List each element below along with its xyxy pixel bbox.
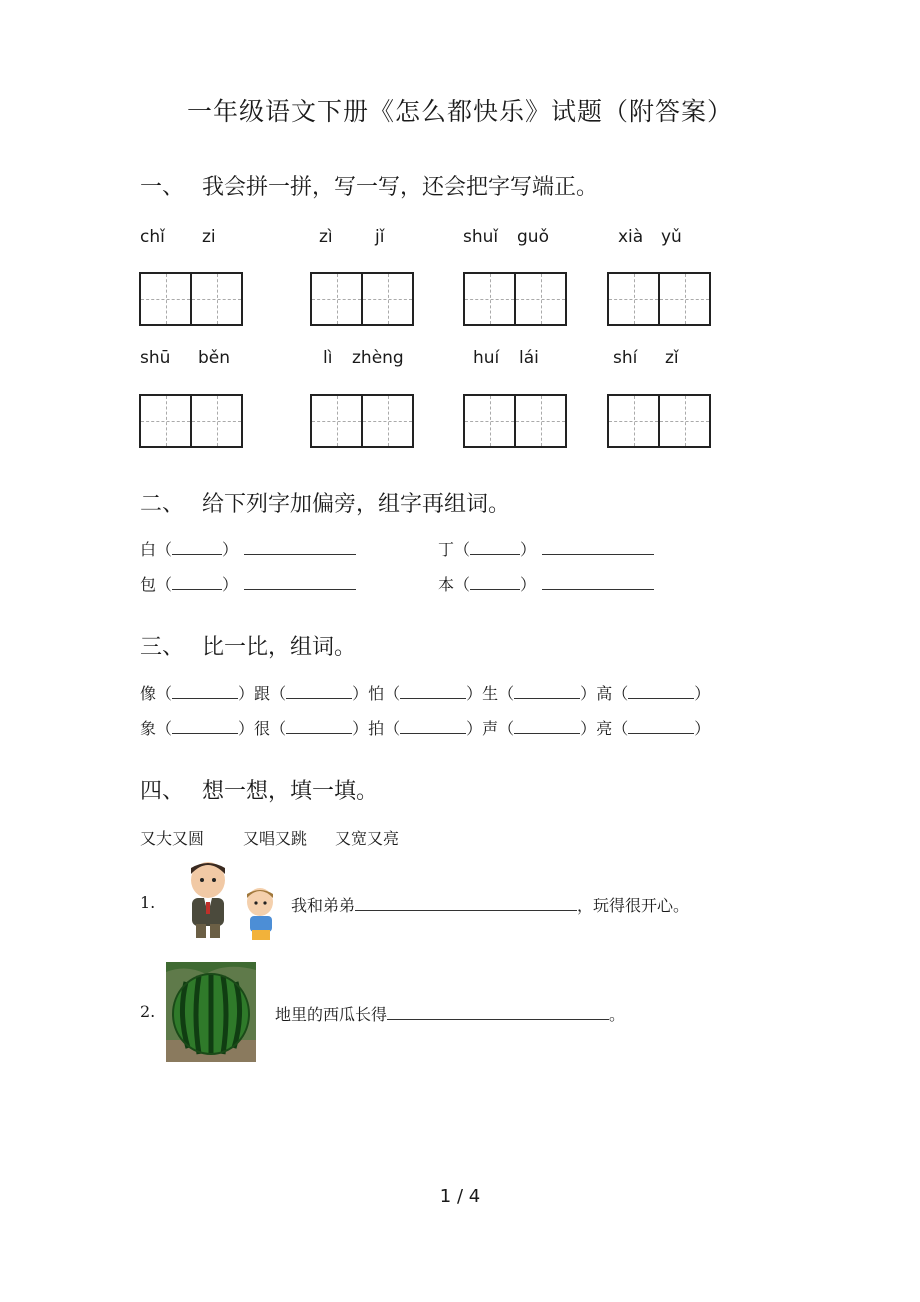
answer-blank[interactable] [355,896,577,911]
radical-item: 丁（ ） [438,537,654,560]
answer-blank[interactable] [172,575,222,590]
base-character: 丁 [438,540,455,559]
section-3-heading [140,630,356,661]
answer-blank[interactable] [470,540,520,555]
answer-blank[interactable] [244,540,356,555]
section-4-heading [140,774,378,805]
section-text: 我会拼一拼，写一写，还会把字写端正。 [202,175,599,200]
pinyin-label: guǒ [517,227,549,247]
pinyin-label: huí [473,348,500,368]
answer-blank[interactable] [470,575,520,590]
compare-item: 怕（ ） [368,684,483,703]
watermelon-illustration [166,962,256,1062]
writing-grid[interactable] [463,272,567,326]
writing-grid[interactable] [607,394,711,448]
pinyin-label: zǐ [665,348,679,368]
brothers-illustration [170,858,288,944]
writing-grid[interactable] [310,394,414,448]
pinyin-label: zhèng [352,348,404,368]
answer-blank[interactable] [542,575,654,590]
answer-blank[interactable] [387,1005,609,1020]
base-character: 本 [438,575,455,594]
pinyin-label: xià [618,227,644,247]
pinyin-label: shū [140,348,171,368]
word-option: 又唱又跳 [243,829,308,848]
pinyin-label: zì [319,227,333,247]
compare-item: 很（ ） [254,719,369,738]
answer-blank[interactable] [628,719,694,734]
compare-item: 生（ ） [482,684,597,703]
answer-blank[interactable] [400,719,466,734]
pinyin-label: shí [613,348,638,368]
page-number: 1 / 4 [439,1186,481,1207]
answer-blank[interactable] [172,719,238,734]
pinyin-label: běn [198,348,231,368]
answer-blank[interactable] [514,719,580,734]
section-text: 比一比，组词。 [202,635,357,660]
section-text: 给下列字加偏旁，组字再组词。 [202,492,511,517]
writing-grid[interactable] [607,272,711,326]
fill-sentence: 地里的西瓜长得 。 [275,1005,626,1024]
compare-item: 高（ ） [596,684,711,703]
section-1-heading [140,170,598,201]
section-text: 想一想，填一填。 [202,779,379,804]
answer-blank[interactable] [628,684,694,699]
answer-blank[interactable] [542,540,654,555]
answer-blank[interactable] [286,719,352,734]
answer-blank[interactable] [400,684,466,699]
pinyin-label: lái [519,348,539,368]
compare-item: 亮（ ） [596,719,711,738]
word-option: 又大又圆 [140,829,205,848]
pinyin-label: shuǐ [463,227,499,247]
writing-grid[interactable] [139,394,243,448]
fill-sentence: 我和弟弟 ，玩得很开心。 [291,896,690,915]
word-option: 又宽又亮 [335,829,400,848]
base-character: 包 [140,575,157,594]
answer-blank[interactable] [514,684,580,699]
page-title: 一年级语文下册《怎么都快乐》试题（附答案） [186,97,733,126]
pinyin-label: jǐ [375,227,385,247]
section-number: 一、 [140,175,185,200]
compare-item: 拍（ ） [368,719,483,738]
pinyin-label: chǐ [140,227,165,247]
pinyin-label: yǔ [661,227,682,247]
section-number: 二、 [140,492,185,517]
compare-item: 声（ ） [482,719,597,738]
item-number: 2. [140,1002,156,1021]
writing-grid[interactable] [463,394,567,448]
compare-row [140,716,710,739]
section-2-heading [140,487,510,518]
answer-blank[interactable] [172,540,222,555]
section-number: 四、 [140,779,185,804]
base-character: 白 [140,540,157,559]
pinyin-label: zi [202,227,216,247]
pinyin-label: lì [323,348,333,368]
writing-grid[interactable] [139,272,243,326]
writing-grid[interactable] [310,272,414,326]
compare-item: 象（ ） [140,719,255,738]
answer-blank[interactable] [286,684,352,699]
compare-item: 跟（ ） [254,684,369,703]
section-number: 三、 [140,635,185,660]
compare-item: 像（ ） [140,684,255,703]
item-number: 1. [140,893,156,912]
answer-blank[interactable] [244,575,356,590]
radical-item: 包（ ） [140,572,356,595]
radical-item: 本（ ） [438,572,654,595]
answer-blank[interactable] [172,684,238,699]
compare-row [140,681,710,704]
radical-item: 白（ ） [140,537,356,560]
